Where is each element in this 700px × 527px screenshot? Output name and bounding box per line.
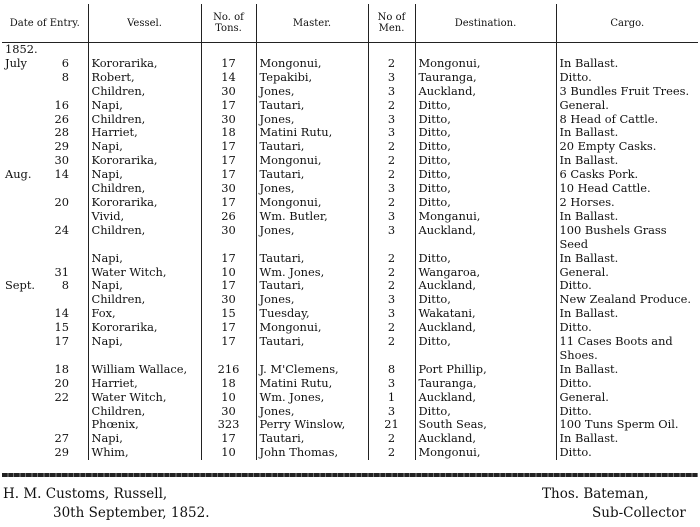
vessel-tons: 17 — [201, 252, 256, 266]
vessel-name: Napi, — [88, 335, 201, 363]
vessel-master: J. M'Clemens, — [256, 363, 368, 377]
vessel-name: Whim, — [88, 446, 201, 460]
entry-date — [2, 405, 88, 419]
entry-day: 22 — [54, 390, 69, 404]
table-row — [2, 113, 698, 127]
destination: Auckland, — [415, 224, 556, 252]
crew-count: 2 — [368, 266, 415, 280]
vessel-name: Napi, — [88, 279, 201, 293]
crew-count: 2 — [368, 140, 415, 154]
vessel-tons: 26 — [201, 210, 256, 224]
vessel-master: Perry Winslow, — [256, 418, 368, 432]
cargo: 8 Head of Cattle. — [556, 113, 698, 127]
header-tons: No. of Tons. — [201, 4, 256, 43]
table-row — [2, 279, 698, 293]
vessel-tons: 10 — [201, 391, 256, 405]
vessel-tons: 216 — [201, 363, 256, 377]
entry-date — [2, 196, 88, 210]
entry-month: July — [5, 56, 27, 70]
cargo: General. — [556, 99, 698, 113]
cargo: 2 Horses. — [556, 196, 698, 210]
vessel-clearance-table — [2, 4, 698, 460]
cargo: General. — [556, 266, 698, 280]
vessel-name: Water Witch, — [88, 266, 201, 280]
destination: Ditto, — [415, 140, 556, 154]
vessel-name: Children, — [88, 113, 201, 127]
table-row — [2, 210, 698, 224]
entry-date — [2, 140, 88, 154]
entry-day: 28 — [54, 126, 69, 140]
entry-date — [2, 418, 88, 432]
destination: Auckland, — [415, 85, 556, 99]
vessel-tons: 30 — [201, 293, 256, 307]
crew-count: 3 — [368, 224, 415, 252]
vessel-tons: 14 — [201, 71, 256, 85]
crew-count: 3 — [368, 71, 415, 85]
vessel-master: Jones, — [256, 113, 368, 127]
office-name: H. M. Customs, Russell, — [3, 486, 168, 502]
table-body — [2, 43, 698, 461]
cargo: 3 Bundles Fruit Trees. — [556, 85, 698, 99]
entry-date — [2, 113, 88, 127]
vessel-master: Jones, — [256, 293, 368, 307]
destination: South Seas, — [415, 418, 556, 432]
year-label: 1852. — [5, 42, 38, 56]
crew-count: 3 — [368, 85, 415, 99]
destination: Ditto, — [415, 182, 556, 196]
table-row — [2, 57, 698, 71]
vessel-tons: 30 — [201, 224, 256, 252]
vessel-master: Tautari, — [256, 432, 368, 446]
entry-day: 8 — [61, 279, 69, 293]
table-row — [2, 377, 698, 391]
destination: Ditto, — [415, 154, 556, 168]
signatory-name: Thos. Bateman, — [542, 486, 649, 502]
vessel-name: Children, — [88, 293, 201, 307]
vessel-tons: 30 — [201, 405, 256, 419]
entry-day: 8 — [61, 70, 69, 84]
vessel-master: Tautari, — [256, 140, 368, 154]
entry-day: 14 — [54, 168, 69, 182]
vessel-name: Harriet, — [88, 126, 201, 140]
entry-day: 24 — [54, 223, 69, 237]
table-row — [2, 335, 698, 363]
vessel-master: John Thomas, — [256, 446, 368, 460]
vessel-tons: 17 — [201, 335, 256, 363]
cargo: 100 Bushels Grass Seed — [556, 224, 698, 252]
entry-date — [2, 57, 88, 71]
cargo: 11 Cases Boots and Shoes. — [556, 335, 698, 363]
vessel-name: Napi, — [88, 140, 201, 154]
entry-date — [2, 266, 88, 280]
entry-date — [2, 363, 88, 377]
vessel-master: Tuesday, — [256, 307, 368, 321]
entry-day: 16 — [54, 98, 69, 112]
vessel-master: Tepakibi, — [256, 71, 368, 85]
header-master: Master. — [256, 4, 368, 43]
vessel-name: Napi, — [88, 252, 201, 266]
crew-count: 2 — [368, 196, 415, 210]
table-row — [2, 391, 698, 405]
vessel-master: Wm. Jones, — [256, 266, 368, 280]
entry-date — [2, 335, 88, 363]
vessel-master: Mongonui, — [256, 154, 368, 168]
table-row — [2, 182, 698, 196]
entry-date — [2, 377, 88, 391]
vessel-tons: 30 — [201, 85, 256, 99]
vessel-master: Tautari, — [256, 99, 368, 113]
cargo: In Ballast. — [556, 432, 698, 446]
entry-date — [2, 293, 88, 307]
vessel-tons: 17 — [201, 196, 256, 210]
cargo: 20 Empty Casks. — [556, 140, 698, 154]
table-row — [2, 224, 698, 252]
entry-date — [2, 168, 88, 182]
crew-count: 21 — [368, 418, 415, 432]
destination: Auckland, — [415, 432, 556, 446]
destination: Ditto, — [415, 99, 556, 113]
vessel-name: Robert, — [88, 71, 201, 85]
crew-count: 3 — [368, 113, 415, 127]
vessel-master: Matini Rutu, — [256, 377, 368, 391]
destination: Ditto, — [415, 293, 556, 307]
entry-date — [2, 85, 88, 99]
crew-count: 3 — [368, 182, 415, 196]
entry-date — [2, 252, 88, 266]
vessel-master: Wm. Butler, — [256, 210, 368, 224]
destination: Ditto, — [415, 168, 556, 182]
cargo: 100 Tuns Sperm Oil. — [556, 418, 698, 432]
entry-date — [2, 432, 88, 446]
vessel-name: Phœnix, — [88, 418, 201, 432]
signature-block — [542, 485, 686, 523]
crew-count: 3 — [368, 126, 415, 140]
vessel-name: Napi, — [88, 168, 201, 182]
entry-day: 14 — [54, 307, 69, 321]
table-row — [2, 85, 698, 99]
cargo: In Ballast. — [556, 307, 698, 321]
entry-date — [2, 224, 88, 252]
vessel-master: Wm. Jones, — [256, 391, 368, 405]
entry-day: 29 — [54, 446, 69, 460]
entry-date — [2, 307, 88, 321]
vessel-tons: 17 — [201, 168, 256, 182]
entry-date — [2, 210, 88, 224]
table-row — [2, 307, 698, 321]
vessel-master: Mongonui, — [256, 57, 368, 71]
table-row — [2, 196, 698, 210]
crew-count: 3 — [368, 307, 415, 321]
destination: Ditto, — [415, 126, 556, 140]
table-row — [2, 321, 698, 335]
vessel-tons: 17 — [201, 432, 256, 446]
cargo: In Ballast. — [556, 363, 698, 377]
vessel-name: Kororarika, — [88, 196, 201, 210]
destination: Ditto, — [415, 405, 556, 419]
entry-date — [2, 99, 88, 113]
table-row — [2, 432, 698, 446]
crew-count: 2 — [368, 321, 415, 335]
table-row — [2, 252, 698, 266]
crew-count: 3 — [368, 405, 415, 419]
destination: Auckland, — [415, 321, 556, 335]
vessel-tons: 17 — [201, 321, 256, 335]
destination: Monganui, — [415, 210, 556, 224]
cargo: Ditto. — [556, 279, 698, 293]
cargo: In Ballast. — [556, 252, 698, 266]
vessel-name: Water Witch, — [88, 391, 201, 405]
vessel-master: Tautari, — [256, 279, 368, 293]
vessel-name: William Wallace, — [88, 363, 201, 377]
table-row — [2, 140, 698, 154]
cargo: 6 Casks Pork. — [556, 168, 698, 182]
vessel-master: Jones, — [256, 182, 368, 196]
crew-count: 8 — [368, 363, 415, 377]
crew-count: 2 — [368, 432, 415, 446]
vessel-master: Mongonui, — [256, 321, 368, 335]
cargo: In Ballast. — [556, 210, 698, 224]
entry-date — [2, 182, 88, 196]
destination: Port Phillip, — [415, 363, 556, 377]
entry-day: 6 — [61, 56, 69, 70]
entry-day: 31 — [54, 265, 69, 279]
destination: Ditto, — [415, 252, 556, 266]
table-row — [2, 126, 698, 140]
vessel-master: Tautari, — [256, 335, 368, 363]
crew-count: 2 — [368, 99, 415, 113]
entry-day: 20 — [54, 376, 69, 390]
table-row — [2, 154, 698, 168]
entry-day: 17 — [54, 335, 69, 349]
entry-day: 20 — [54, 195, 69, 209]
entry-day: 30 — [54, 154, 69, 168]
vessel-name: Vivid, — [88, 210, 201, 224]
entry-date — [2, 154, 88, 168]
cargo: Ditto. — [556, 71, 698, 85]
cargo: 10 Head Cattle. — [556, 182, 698, 196]
vessel-tons: 18 — [201, 377, 256, 391]
cargo: In Ballast. — [556, 57, 698, 71]
cargo: General. — [556, 391, 698, 405]
entry-day: 18 — [54, 362, 69, 376]
vessel-tons: 30 — [201, 113, 256, 127]
vessel-name: Kororarika, — [88, 154, 201, 168]
vessel-master: Jones, — [256, 85, 368, 99]
vessel-name: Napi, — [88, 99, 201, 113]
vessel-tons: 10 — [201, 446, 256, 460]
table-row — [2, 293, 698, 307]
destination: Tauranga, — [415, 377, 556, 391]
crew-count: 3 — [368, 293, 415, 307]
destination: Ditto, — [415, 196, 556, 210]
destination: Tauranga, — [415, 71, 556, 85]
vessel-tons: 17 — [201, 279, 256, 293]
vessel-master: Mongonui, — [256, 196, 368, 210]
header-vessel: Vessel. — [88, 4, 201, 43]
cargo: In Ballast. — [556, 154, 698, 168]
table-row — [2, 405, 698, 419]
table-row — [2, 266, 698, 280]
crew-count: 2 — [368, 252, 415, 266]
footer-rule — [2, 473, 698, 477]
vessel-tons: 17 — [201, 99, 256, 113]
vessel-tons: 323 — [201, 418, 256, 432]
table-row — [2, 446, 698, 460]
office-date: 30th September, 1852. — [53, 505, 210, 521]
vessel-tons: 17 — [201, 154, 256, 168]
office-block — [3, 485, 210, 523]
table-row — [2, 168, 698, 182]
table-row — [2, 418, 698, 432]
vessel-master: Jones, — [256, 224, 368, 252]
entry-day: 27 — [54, 432, 69, 446]
header-date: Date of Entry. — [2, 4, 88, 43]
signatory-role: Sub-Collector — [592, 505, 686, 521]
vessel-tons: 30 — [201, 182, 256, 196]
entry-day: 26 — [54, 112, 69, 126]
cargo: Ditto. — [556, 377, 698, 391]
crew-count: 1 — [368, 391, 415, 405]
crew-count: 2 — [368, 279, 415, 293]
cargo: Ditto. — [556, 446, 698, 460]
vessel-tons: 17 — [201, 57, 256, 71]
cargo: In Ballast. — [556, 126, 698, 140]
cargo: Ditto. — [556, 321, 698, 335]
destination: Ditto, — [415, 335, 556, 363]
entry-month: Aug. — [5, 168, 32, 182]
crew-count: 2 — [368, 154, 415, 168]
vessel-name: Harriet, — [88, 377, 201, 391]
vessel-master: Jones, — [256, 405, 368, 419]
crew-count: 2 — [368, 168, 415, 182]
entry-date — [2, 321, 88, 335]
header-destination: Destination. — [415, 4, 556, 43]
table-row — [2, 363, 698, 377]
table-header — [2, 4, 698, 43]
entry-date — [2, 71, 88, 85]
destination: Auckland, — [415, 391, 556, 405]
vessel-name: Napi, — [88, 432, 201, 446]
header-men: No of Men. — [368, 4, 415, 43]
vessel-name: Children, — [88, 405, 201, 419]
year-row — [2, 43, 698, 57]
entry-date — [2, 126, 88, 140]
table-row — [2, 71, 698, 85]
crew-count: 2 — [368, 335, 415, 363]
destination: Wakatani, — [415, 307, 556, 321]
destination: Mongonui, — [415, 446, 556, 460]
vessel-tons: 17 — [201, 140, 256, 154]
table-row — [2, 99, 698, 113]
entry-month: Sept. — [5, 279, 36, 293]
vessel-master: Tautari, — [256, 168, 368, 182]
vessel-name: Fox, — [88, 307, 201, 321]
crew-count: 2 — [368, 57, 415, 71]
entry-day: 29 — [54, 140, 69, 154]
destination: Mongonui, — [415, 57, 556, 71]
header-cargo: Cargo. — [556, 4, 698, 43]
crew-count: 3 — [368, 377, 415, 391]
cargo: Ditto. — [556, 405, 698, 419]
vessel-name: Kororarika, — [88, 321, 201, 335]
vessel-name: Children, — [88, 224, 201, 252]
destination: Auckland, — [415, 279, 556, 293]
vessel-tons: 18 — [201, 126, 256, 140]
entry-date — [2, 279, 88, 293]
vessel-name: Children, — [88, 182, 201, 196]
vessel-master: Matini Rutu, — [256, 126, 368, 140]
vessel-master: Tautari, — [256, 252, 368, 266]
crew-count: 3 — [368, 210, 415, 224]
crew-count: 2 — [368, 446, 415, 460]
vessel-tons: 15 — [201, 307, 256, 321]
vessel-tons: 10 — [201, 266, 256, 280]
cargo: New Zealand Produce. — [556, 293, 698, 307]
destination: Ditto, — [415, 113, 556, 127]
destination: Wangaroa, — [415, 266, 556, 280]
vessel-name: Children, — [88, 85, 201, 99]
entry-day: 15 — [54, 321, 69, 335]
vessel-name: Kororarika, — [88, 57, 201, 71]
entry-date — [2, 446, 88, 460]
entry-date — [2, 391, 88, 405]
